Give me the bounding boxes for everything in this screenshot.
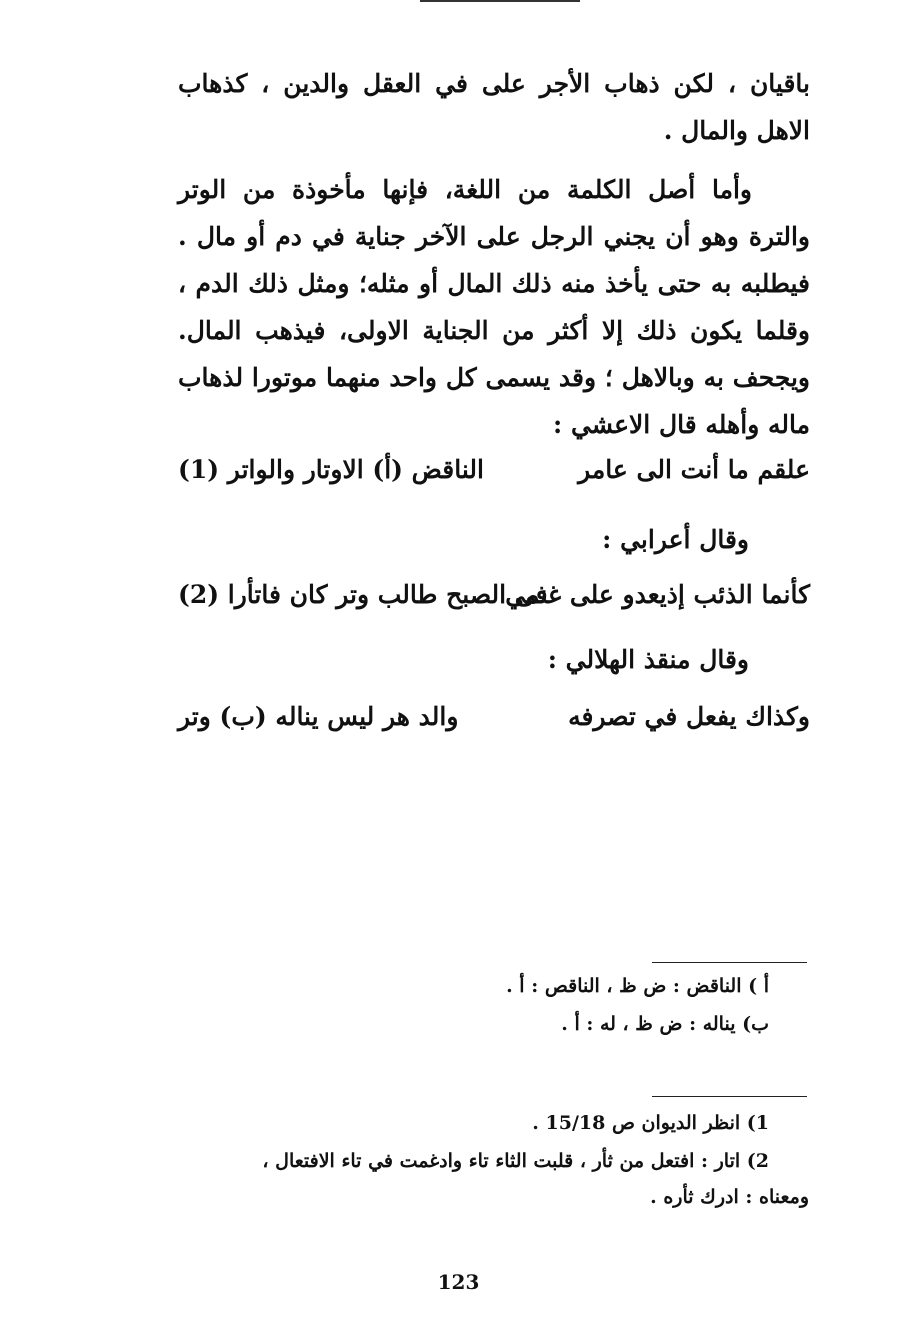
- verse-2: [178, 580, 810, 620]
- verse-1-second-half: الناقض (أ) الاوتار والواتر (1): [178, 455, 484, 484]
- verse-1: [178, 455, 810, 495]
- verse-3-first-half: وكذاك يفعل في تصرفه: [568, 702, 810, 731]
- top-rule: [420, 0, 580, 5]
- verse-3: [178, 702, 810, 742]
- footnote-2: 2) اتار : افتعل من ثأر ، قلبت الثاء تاء وادغمت في تاء الافتعال ،: [262, 1150, 769, 1172]
- footnotes-rule: [652, 1096, 807, 1097]
- verse-1-first-half: علقم ما أنت الى عامر: [578, 455, 810, 484]
- variant-note-1: أ ) الناقض : ض ظ ، الناقص : أ .: [506, 975, 769, 997]
- verse-3-intro: وقال منقذ الهلالي :: [547, 645, 749, 674]
- verse-2-intro: وقال أعرابي :: [602, 525, 749, 554]
- page-number: 123: [437, 1270, 480, 1294]
- verse-2-first-half: كأنما الذئب إذيعدو على غنمي: [505, 580, 810, 609]
- paragraph-1: باقيان ، لكن ذهاب الأجر على في العقل والدين ، كذهاب الاهل والمال .: [178, 69, 810, 145]
- verse-3-second-half: والد هر ليس يناله (ب) وتر: [178, 702, 459, 731]
- paragraph-2: وأما أصل الكلمة من اللغة، فإنها مأخوذة من الوتر والترة وهو أن يجني الرجل على الآخر جناية في دم أو مال . فيطلبه به حتى يأخذ منه ذلك المال أو مثله؛ ومثل ذلك الدم ، وقلما يكون ذلك إلا أكثر من الجناية الاولى، فيذهب المال. ويجحف به وبالاهل ؛ وقد يسمى كل واحد منهما موتورا لذهاب ماله وأهله قال الاعشي :: [178, 175, 810, 439]
- verse-2-second-half: فى الصبح طالب وتر كان فاتأرا (2): [178, 580, 548, 609]
- footnote-1: 1) انظر الديوان ص 15/18 .: [532, 1112, 769, 1134]
- variant-note-2: ب) يناله : ض ظ ، له : أ .: [561, 1013, 769, 1035]
- footnote-2-continued: ومعناه : ادرك ثأره .: [650, 1186, 809, 1208]
- variant-notes-rule: [652, 962, 807, 963]
